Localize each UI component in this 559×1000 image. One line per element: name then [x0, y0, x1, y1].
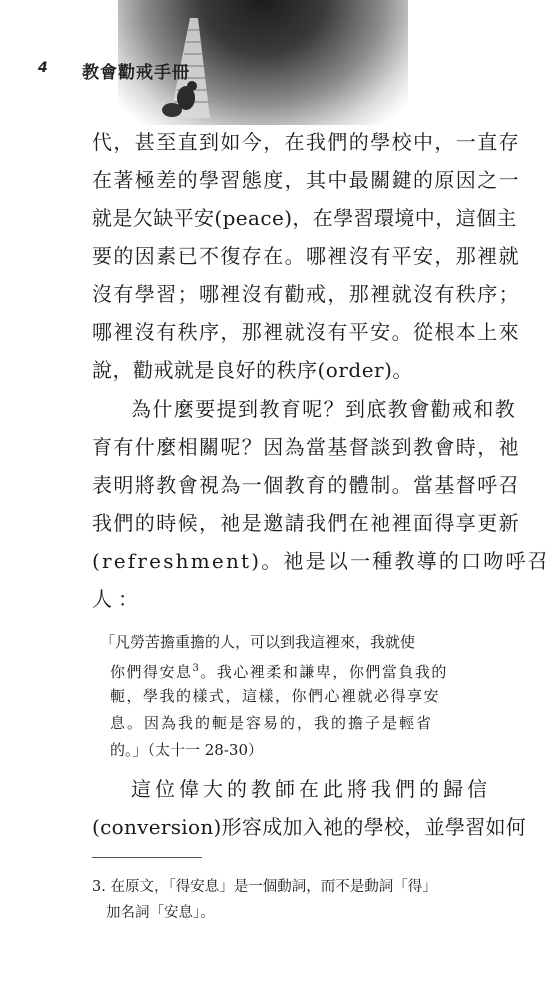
text-line: 哪裡沒有秩序，那裡就沒有平安。從根本上來 [92, 320, 520, 344]
text-line: 沒有學習；哪裡沒有勸戒，那裡就沒有秩序； [92, 282, 520, 306]
text-line: (refreshment)。祂是以一種教導的口吻呼召 [92, 549, 550, 573]
text-line: 為什麼要提到教育呢？到底教會勸戒和教 [131, 397, 517, 421]
footnote-line: 加名詞「安息」。 [106, 905, 215, 921]
quote-line: 軛，學我的樣式，這樣，你們心裡就必得享安 [110, 687, 441, 705]
text-line: 育有什麼相關呢？因為當基督談到教會時，祂 [92, 435, 520, 459]
text-line: 要的因素已不復存在。哪裡沒有平安，那裡就 [92, 244, 520, 268]
text-line: 就是欠缺平安(peace)，在學習環境中，這個主 [92, 206, 517, 230]
book-title: 教會勸戒手冊 [82, 63, 190, 83]
quote-line: 你們得安息$^3$。我心裡柔和謙卑，你們當負我的 [110, 663, 448, 681]
text-line: 在著極差的學習態度，其中最關鍵的原因之一 [92, 168, 520, 192]
text-line: 我們的時候，祂是邀請我們在祂裡面得享更新 [92, 511, 520, 535]
page-number: 4 [38, 60, 48, 76]
quote-line: 的。」（太十一 28-30） [110, 741, 264, 759]
text-line: (conversion)形容成加入祂的學校，並學習如何 [92, 815, 527, 839]
text-line: 說，勸戒就是良好的秩序(order)。 [92, 358, 413, 382]
quote-line: 「凡勞苦擔重擔的人，可以到我這裡來，我就使 [100, 633, 416, 651]
text-line: 代，甚至直到如今，在我們的學校中，一直存 [92, 130, 520, 154]
text-line: 這位偉大的教師在此將我們的歸信 [131, 777, 491, 801]
footnote-reference: 3 [192, 663, 201, 674]
footnote-line: 3. 在原文，「得安息」是一個動詞，而不是動詞「得」 [92, 879, 437, 895]
text-line: 人： [92, 587, 144, 611]
quote-line: 息。因為我的軛是容易的，我的擔子是輕省 [110, 714, 434, 732]
footnote-divider [92, 857, 202, 858]
text-line: 表明將教會視為一個教育的體制。當基督呼召 [92, 473, 520, 497]
